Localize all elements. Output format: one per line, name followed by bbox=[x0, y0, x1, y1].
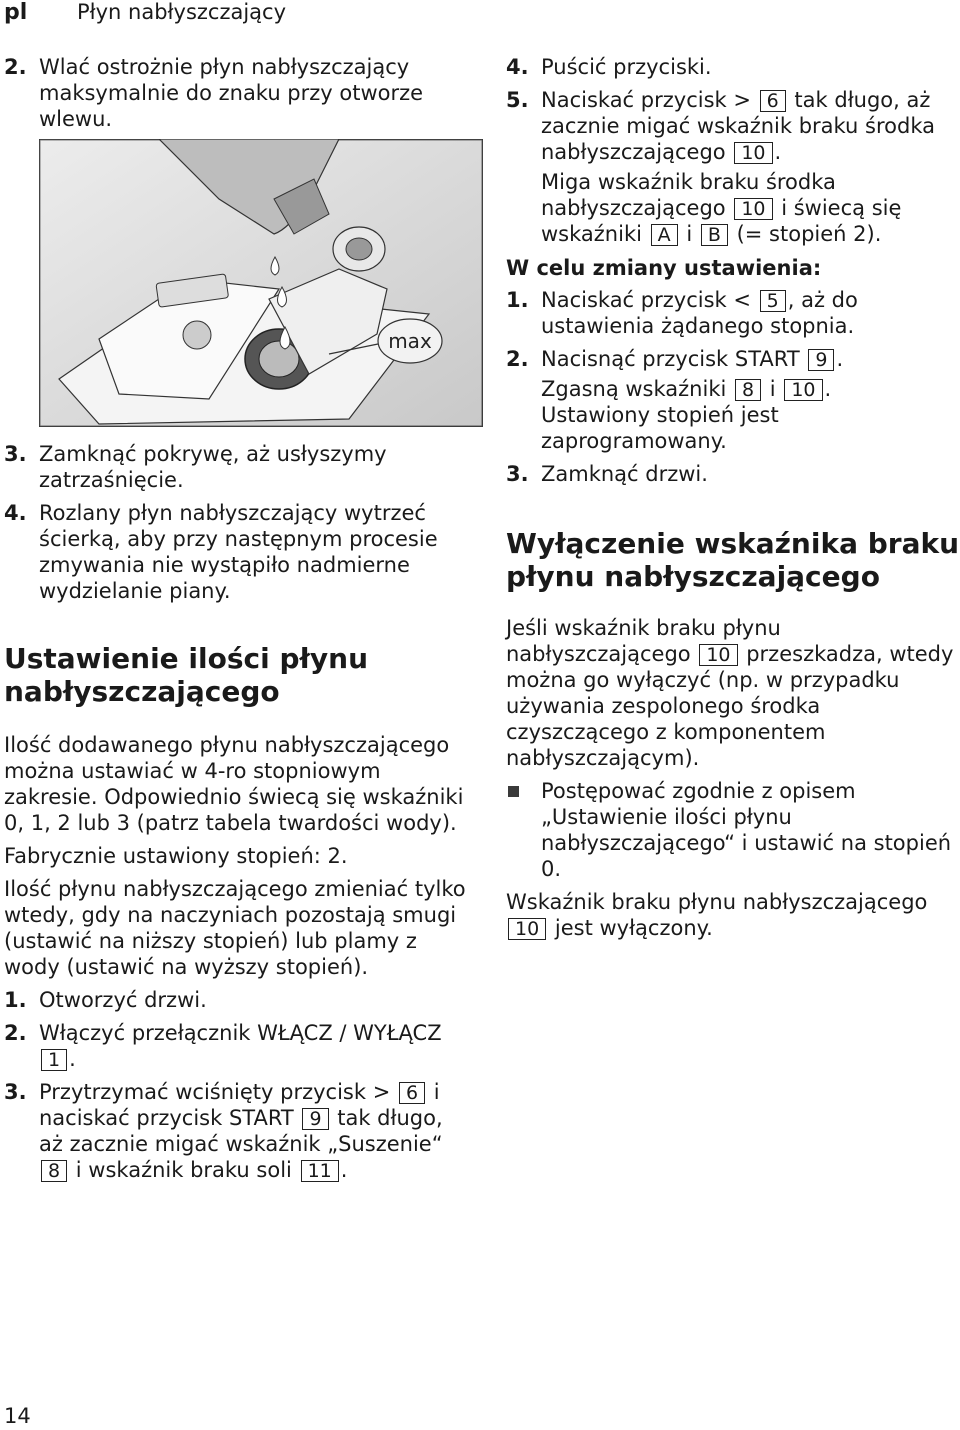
setting-step-5 bbox=[506, 87, 960, 247]
punctuation: . bbox=[69, 1047, 76, 1071]
reference-number-box: 6 bbox=[399, 1082, 425, 1104]
setting-step-2 bbox=[4, 1020, 466, 1072]
step-text: Rozlany płyn nabłyszczający wytrzeć ścierką, aby przy następnym procesie zmywania nie wystąpiło nadmierne wydzielanie piany. bbox=[39, 501, 438, 603]
reference-number-box: 10 bbox=[784, 379, 822, 401]
setting-step-1 bbox=[4, 987, 466, 1013]
step-number: 3. bbox=[4, 442, 27, 466]
step-text: Miga wskaźnik braku środka nabłyszczającego bbox=[541, 170, 836, 220]
left-column bbox=[4, 54, 466, 1190]
bullet-square-icon bbox=[508, 786, 519, 797]
step-text: Ustawiony stopień jest zaprogramowany. bbox=[541, 403, 779, 453]
step-2 bbox=[4, 54, 466, 132]
step-text: Włączyć przełącznik WŁĄCZ / WYŁĄCZ bbox=[39, 1021, 442, 1045]
punctuation: . bbox=[774, 140, 782, 164]
paragraph-text: jest wyłączony. bbox=[554, 916, 713, 940]
step-text: Puścić przyciski. bbox=[541, 55, 712, 79]
paragraph: Fabrycznie ustawiony stopień: 2. bbox=[4, 844, 348, 868]
setting-step-4 bbox=[506, 54, 960, 80]
paragraph bbox=[506, 615, 960, 771]
step-text: Zgasną wskaźniki bbox=[541, 377, 727, 401]
step-result bbox=[541, 169, 960, 247]
step-number: 3. bbox=[506, 462, 529, 486]
reference-number-box: 10 bbox=[508, 918, 546, 940]
reference-number-box: 8 bbox=[735, 379, 761, 401]
reference-number-box: 10 bbox=[734, 198, 772, 220]
step-text: Nacisnąć przycisk START bbox=[541, 347, 800, 371]
paragraph: Ilość dodawanego płynu nabłyszczającego można ustawiać w 4-ro stopniowym zakresie. Odpowiednio świecą się wskaźniki 0, 1, 2 lub 3 (patrz tabela twardości wody). bbox=[4, 733, 464, 835]
punctuation: . bbox=[824, 377, 832, 401]
bullet-item bbox=[506, 778, 960, 882]
paragraph bbox=[506, 889, 960, 941]
page-number: 14 bbox=[4, 1404, 31, 1428]
reference-letter-box: B bbox=[701, 224, 728, 246]
setting-step-3 bbox=[4, 1079, 466, 1183]
step-text: Zamknąć drzwi. bbox=[541, 462, 708, 486]
step-text: Naciskać przycisk < bbox=[541, 288, 751, 312]
step-number: 2. bbox=[4, 1021, 27, 1045]
reference-number-box: 10 bbox=[734, 142, 772, 164]
step-result bbox=[541, 376, 960, 454]
section-heading-disable-indicator: Wyłączenie wskaźnika braku płynu nabłyszczającego bbox=[506, 527, 960, 593]
reference-number-box: 1 bbox=[41, 1049, 67, 1071]
step-text: tak długo, aż zacznie migać wskaźnik braku środka nabłyszczającego bbox=[541, 88, 935, 164]
change-step-3 bbox=[506, 461, 960, 487]
step-text: Przytrzymać wciśnięty przycisk > bbox=[39, 1080, 391, 1104]
dispenser-drawing bbox=[39, 139, 483, 427]
right-column bbox=[506, 54, 960, 948]
step-number: 3. bbox=[4, 1080, 27, 1104]
reference-number-box: 11 bbox=[301, 1160, 339, 1182]
reference-number-box: 5 bbox=[760, 290, 786, 312]
reference-number-box: 9 bbox=[808, 349, 834, 371]
step-text: Zamknąć pokrywę, aż usłyszymy zatrzaśnięcie. bbox=[39, 442, 387, 492]
step-number: 2. bbox=[506, 347, 529, 371]
step-text: i bbox=[769, 377, 776, 401]
page-header bbox=[0, 0, 960, 32]
paragraph: Ilość płynu nabłyszczającego zmieniać tylko wtedy, gdy na naczyniach pozostają smugi (ustawić na niższy stopień) lub plamy z wody (ustawić na wyższy stopień). bbox=[4, 877, 466, 979]
paragraph-text: Jeśli wskaźnik braku płynu nabłyszczającego bbox=[506, 616, 781, 666]
step-number: 4. bbox=[4, 501, 27, 525]
step-text: i bbox=[686, 222, 693, 246]
change-step-1 bbox=[506, 287, 960, 339]
step-number: 1. bbox=[506, 288, 529, 312]
change-step-2 bbox=[506, 346, 960, 454]
step-text: tak długo, aż zacznie migać wskaźnik „Suszenie“ bbox=[39, 1106, 443, 1156]
step-number: 5. bbox=[506, 88, 529, 112]
step-text: Naciskać przycisk > bbox=[541, 88, 751, 112]
reference-number-box: 9 bbox=[302, 1108, 328, 1130]
paragraph-text: Wskaźnik braku płynu nabłyszczającego bbox=[506, 890, 928, 914]
step-text: i wskaźnik braku soli bbox=[75, 1158, 292, 1182]
step-text: Otworzyć drzwi. bbox=[39, 988, 207, 1012]
punctuation: . bbox=[340, 1158, 348, 1182]
bullet-text: Postępować zgodnie z opisem „Ustawienie ilości płynu nabłyszczającego“ i ustawić na stopień 0. bbox=[541, 779, 952, 881]
step-number: 2. bbox=[4, 55, 27, 79]
subheading-change-setting: W celu zmiany ustawienia: bbox=[506, 256, 822, 280]
language-code: pl bbox=[4, 0, 28, 25]
step-number: 1. bbox=[4, 988, 27, 1012]
step-text: Wlać ostrożnie płyn nabłyszczający maksymalnie do znaku przy otworze wlewu. bbox=[39, 55, 424, 131]
step-text: (= stopień 2). bbox=[736, 222, 882, 246]
step-text: i naciskać przycisk START bbox=[39, 1080, 440, 1130]
paragraph-text: przeszkadza, wtedy można go wyłączyć (np. w przypadku używania zespolonego środka czyszczącego z komponentem nabłyszczającym). bbox=[506, 642, 954, 770]
running-title: Płyn nabłyszczający bbox=[77, 0, 287, 24]
step-text: , aż do ustawienia żądanego stopnia. bbox=[541, 288, 858, 338]
reference-number-box: 6 bbox=[760, 90, 786, 112]
reference-number-box: 10 bbox=[699, 644, 737, 666]
reference-letter-box: A bbox=[651, 224, 678, 246]
max-label: max bbox=[388, 329, 432, 353]
rinse-aid-dispenser-illustration bbox=[39, 139, 483, 427]
punctuation: . bbox=[836, 347, 844, 371]
step-3 bbox=[4, 441, 466, 493]
reference-number-box: 8 bbox=[41, 1160, 67, 1182]
step-number: 4. bbox=[506, 55, 529, 79]
step-4 bbox=[4, 500, 466, 604]
step-text: i świecą się wskaźniki bbox=[541, 196, 902, 246]
section-heading-rinse-aid-amount: Ustawienie ilości płynu nabłyszczającego bbox=[4, 642, 368, 708]
